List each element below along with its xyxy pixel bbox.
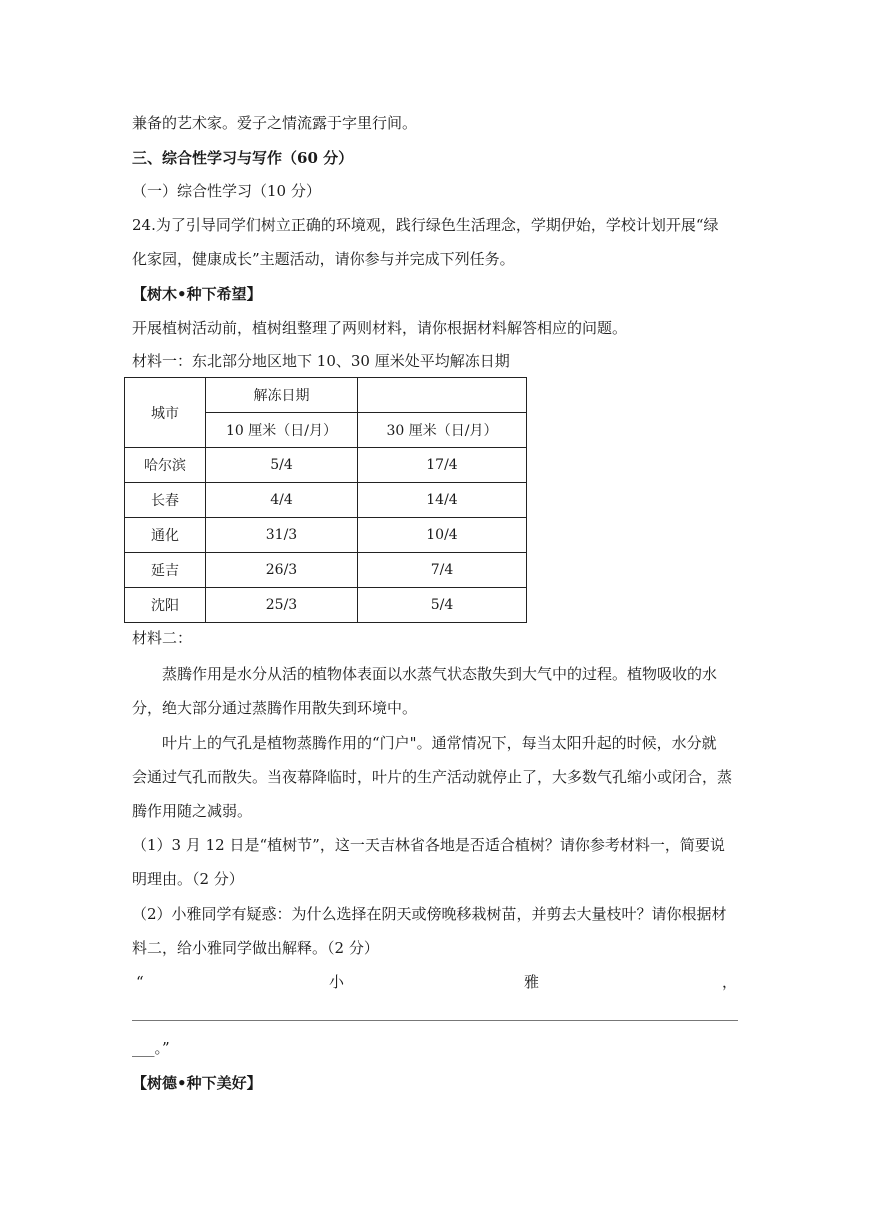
table-row (125, 518, 527, 553)
cell-30cm: 7/4 (358, 553, 527, 588)
intro-text: 开展植树活动前，植树组整理了两则材料，请你根据材料解答相应的问题。 (132, 319, 628, 337)
header-10cm: 10 厘米（日/月） (206, 413, 358, 448)
cell-10cm: 26/3 (206, 553, 358, 588)
cell-city: 延吉 (125, 553, 206, 588)
material-2-title: 材料二： (132, 629, 193, 647)
cell-10cm: 31/3 (206, 518, 358, 553)
heading-trees-hope: 【树木•种下希望】 (132, 285, 262, 303)
question-24-line2: 化家园，健康成长”主题活动，请你参与并完成下列任务。 (132, 250, 515, 268)
cell-30cm: 10/4 (358, 518, 527, 553)
subsection-title: （一）综合性学习（10 分） (132, 182, 321, 200)
cell-10cm: 5/4 (206, 448, 358, 483)
paragraph-2-line3: 腾作用随之减弱。 (132, 802, 253, 820)
cell-city: 长春 (125, 483, 206, 518)
cell-10cm: 25/3 (206, 588, 358, 623)
heading-virtue-good: 【树德•种下美好】 (132, 1074, 262, 1092)
section-title: 三、综合性学习与写作（60 分） (132, 149, 354, 167)
question-1-line1: （1）3 月 12 日是“植树节”，这一天吉林省各地是否适合植树？请你参考材料一，简要说 (132, 836, 725, 854)
paragraph-1-line2: 分，绝大部分通过蒸腾作用散失到环境中。 (132, 699, 418, 717)
header-city: 城市 (125, 378, 206, 448)
cell-city: 沈阳 (125, 588, 206, 623)
thaw-date-table (124, 377, 527, 623)
cell-30cm: 5/4 (358, 588, 527, 623)
answer-comma: ， (722, 973, 738, 991)
text-line: 兼备的艺术家。爱子之情流露于字里行间。 (132, 114, 418, 132)
answer-line (132, 972, 738, 992)
answer-blank-rule (132, 1020, 738, 1021)
paragraph-2-line1: 叶片上的气孔是植物蒸腾作用的“门户"。通常情况下，每当太阳升起的时候，水分就 (162, 734, 717, 752)
paragraph-2-line2: 会通过气孔而散失。当夜幕降临时，叶片的生产活动就停止了，大多数气孔缩小或闭合，蒸 (132, 768, 733, 786)
table-row (125, 448, 527, 483)
cell-10cm: 4/4 (206, 483, 358, 518)
header-30cm: 30 厘米（日/月） (358, 413, 527, 448)
answer-char-xiao: 小 (329, 973, 345, 991)
answer-open-quote: “ (136, 973, 144, 991)
question-24-line1: 24.为了引导同学们树立正确的环境观，践行绿色生活理念，学期伊始，学校计划开展“绿 (132, 216, 719, 234)
answer-end: ___。” (132, 1039, 170, 1057)
paragraph-1-line1: 蒸腾作用是水分从活的植物体表面以水蒸气状态散失到大气中的过程。植物吸收的水 (162, 665, 718, 683)
cell-30cm: 14/4 (358, 483, 527, 518)
cell-30cm: 17/4 (358, 448, 527, 483)
question-2-line2: 料二，给小雅同学做出解释。（2 分） (132, 939, 379, 957)
cell-city: 哈尔滨 (125, 448, 206, 483)
table-row (125, 553, 527, 588)
question-1-line2: 明理由。（2 分） (132, 870, 244, 888)
question-2-line1: （2）小雅同学有疑惑：为什么选择在阴天或傍晚移栽树苗，并剪去大量枝叶？请你根据材 (132, 905, 727, 923)
answer-char-ya: 雅 (524, 973, 540, 991)
cell-city: 通化 (125, 518, 206, 553)
header-empty (358, 378, 527, 413)
table-row (125, 483, 527, 518)
table-row (125, 588, 527, 623)
material-1-title: 材料一：东北部分地区地下 10、30 厘米处平均解冻日期 (132, 352, 510, 370)
header-thaw-date: 解冻日期 (206, 378, 358, 413)
